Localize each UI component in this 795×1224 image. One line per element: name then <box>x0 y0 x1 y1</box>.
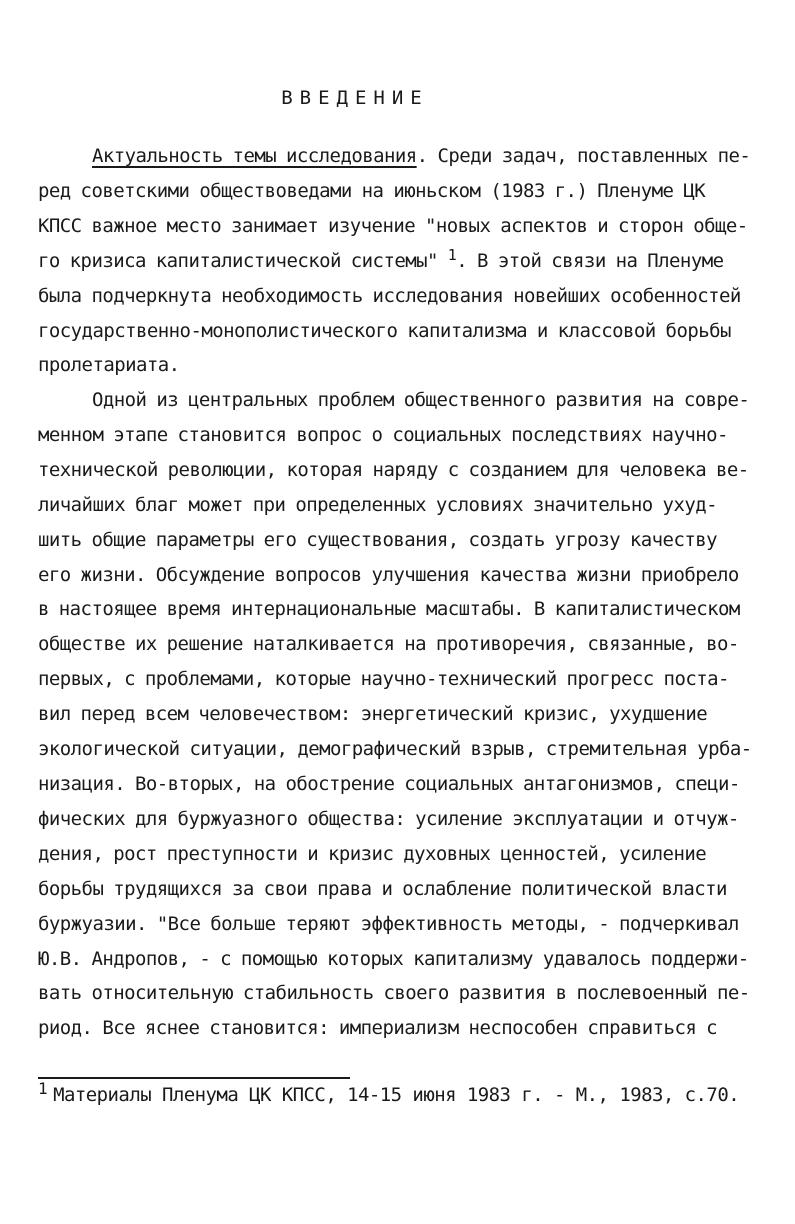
text-line: обществе их решение наталкивается на противоречия, связанные, во- <box>38 633 739 656</box>
footnote-reference: 1 <box>447 245 457 264</box>
text-fragment: . В этой связи на Пленуме <box>456 249 724 272</box>
text-line: в настоящее время интернациональные масштабы. В капиталистическом <box>38 598 740 621</box>
text-line <box>38 139 758 174</box>
text-line: экологической ситуации, демографический взрыв, стремительная урба- <box>38 738 752 761</box>
text-line: первых, с проблемами, которые научно-технический прогресс поста- <box>38 668 729 691</box>
text-line: вать относительную стабильность своего развития в послевоенный пе- <box>38 982 750 1005</box>
footnote-mark: 1 <box>38 1079 48 1098</box>
paragraph-main <box>38 383 758 1046</box>
text-line: низация. Во-вторых, на обострение социальных антагонизмов, специ- <box>38 772 740 795</box>
text-line: Одной из центральных проблем общественного развития на совре- <box>92 389 750 411</box>
text-line: фических для буржуазного общества: усиление эксплуатации и отчуж- <box>38 807 739 830</box>
text-line: личайших благ может при определенных условиях значительно ухуд- <box>38 493 718 516</box>
text-line: борьбы трудящихся за свои права и ослабление политической власти <box>38 877 727 900</box>
footnote-divider <box>38 1077 350 1079</box>
text-line: его жизни. Обсуждение вопросов улучшения качества жизни приобрело <box>38 563 739 586</box>
text-fragment: го кризиса капиталистической системы" <box>38 249 448 272</box>
text-line: риод. Все яснее становится: империализм неспособен справиться с <box>38 1017 718 1040</box>
text-line: шить общие параметры его существования, создать угрозу качеству <box>38 528 718 551</box>
page-title: ВВЕДЕНИЕ <box>281 87 429 109</box>
text-line: вил перед всем человечеством: энергетический кризис, ухудшение <box>38 703 708 726</box>
text-line: ред советскими обществоведами на июньском (1983 г.) Пленуме ЦК <box>38 179 706 202</box>
footnote-text: Материалы Пленума ЦК КПСС, 14-15 июня 1983 г. - М., 1983, с.70. <box>53 1084 740 1106</box>
text-line: менном этапе становится вопрос о социальных последствиях научно- <box>38 423 728 446</box>
text-line: пролетариата. <box>38 354 180 377</box>
text-line: КПСС важное место занимает изучение "новых аспектов и сторон обще- <box>38 214 748 237</box>
text-line: государственно-монополистического капитализма и классовой борьбы <box>38 319 731 342</box>
text-line: была подчеркнута необходимость исследования новейших особенностей <box>38 284 741 307</box>
section-heading: Актуальность темы исследования <box>92 145 417 167</box>
paragraph-relevance <box>38 139 758 383</box>
text-line <box>38 244 758 279</box>
text-line: буржуазии. "Все больше теряют эффективность методы, - подчеркивал <box>38 912 739 935</box>
text-line: технической революции, которая наряду с созданием для человека ве- <box>38 458 749 481</box>
text-line: Ю.В. Андропов, - с помощью которых капитализму удавалось поддержи- <box>38 947 749 970</box>
text-line: дения, рост преступности и кризис духовных ценностей, усиление <box>38 842 707 865</box>
footnote <box>38 1079 778 1108</box>
text-fragment: . Среди задач, поставленных пе- <box>416 145 751 167</box>
